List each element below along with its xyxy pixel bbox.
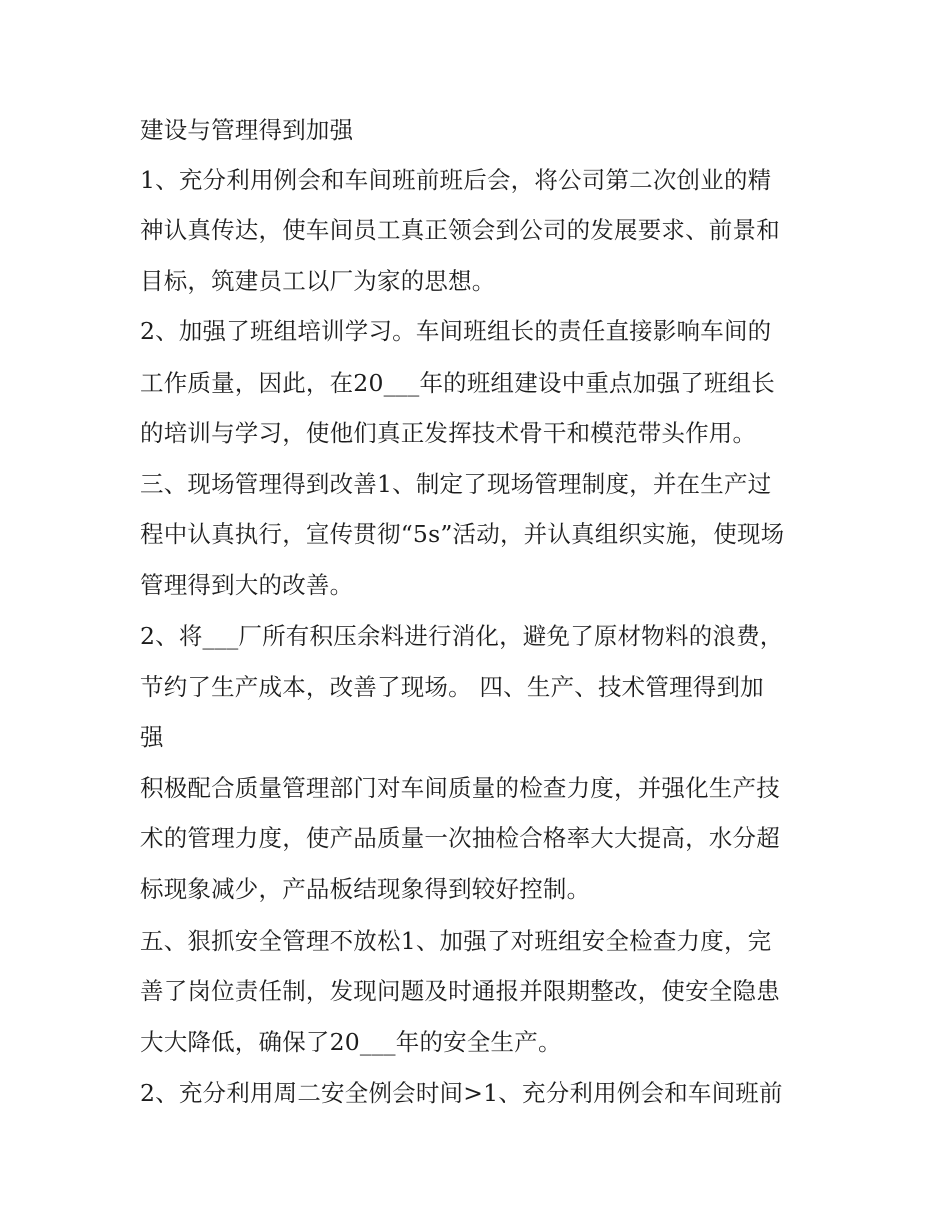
- text-line: 目标，筑建员工以厂为家的思想。: [140, 267, 496, 295]
- text-line: 标现象减少，产品板结现象得到较好控制。: [140, 875, 591, 903]
- text-line: 2、充分利用周二安全例会时间>1、充分利用例会和车间班前: [140, 1079, 783, 1107]
- text-line: 程中认真执行，宣传贯彻“5s”活动，并认真组织实施，使现场: [140, 520, 785, 548]
- text-line: 2、将___厂所有积压余料进行消化，避免了原材物料的浪费，: [140, 622, 784, 650]
- text-line: 神认真传达，使车间员工真正领会到公司的发展要求、前景和: [140, 216, 780, 244]
- text-line: 管理得到大的改善。: [140, 571, 354, 599]
- text-line: 三、现场管理得到改善1、制定了现场管理制度，并在生产过: [140, 470, 772, 498]
- text-line: 强: [140, 723, 164, 751]
- text-line: 术的管理力度，使产品质量一次抽检合格率大大提高，水分超: [140, 824, 780, 852]
- text-line: 节约了生产成本，改善了现场。 四、生产、技术管理得到加: [140, 673, 764, 701]
- text-line: 的培训与学习，使他们真正发挥技术骨干和模范带头作用。: [140, 419, 757, 447]
- text-line: 工作质量，因此，在20___年的班组建设中重点加强了班组长: [140, 369, 775, 397]
- text-line: 建设与管理得到加强: [140, 116, 354, 144]
- text-line: 五、狠抓安全管理不放松1、加强了对班组安全检查力度，完: [140, 927, 772, 955]
- text-line: 2、加强了班组培训学习。车间班组长的责任直接影响车间的: [140, 317, 772, 345]
- text-line: 积极配合质量管理部门对车间质量的检查力度，并强化生产技: [140, 774, 780, 802]
- text-line: 1、充分利用例会和车间班前班后会，将公司第二次创业的精: [140, 166, 772, 194]
- text-line: 大大降低，确保了20___年的安全生产。: [140, 1028, 562, 1056]
- text-line: 善了岗位责任制，发现问题及时通报并限期整改，使安全隐患: [140, 977, 780, 1005]
